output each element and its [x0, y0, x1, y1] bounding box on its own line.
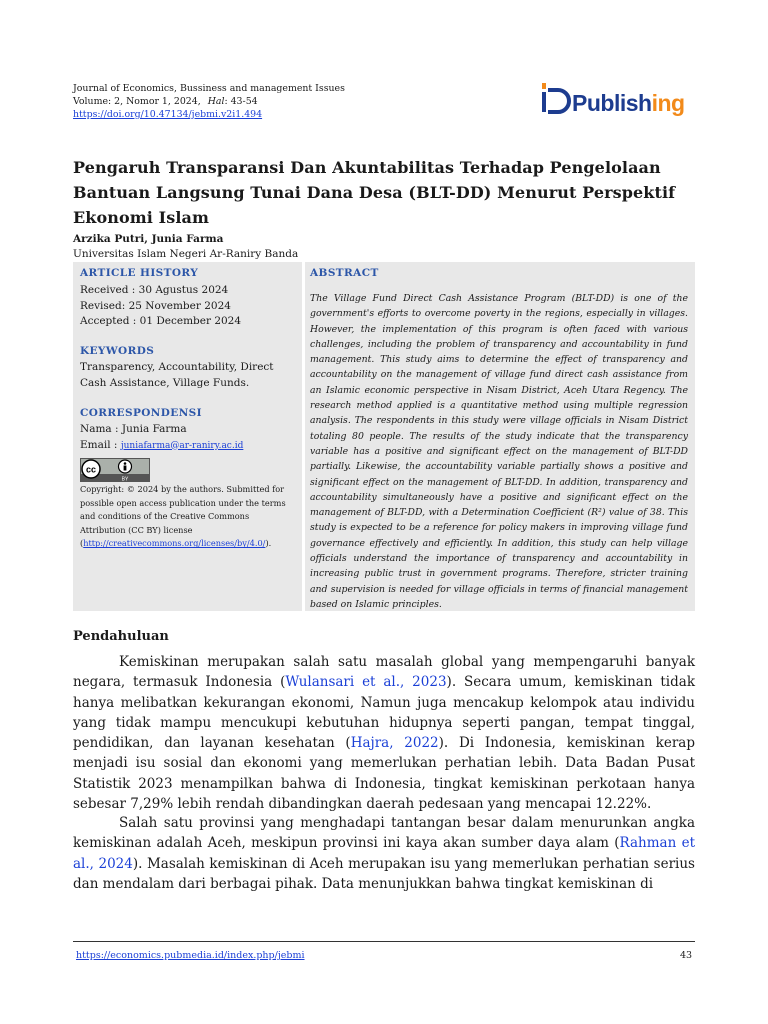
volume: Volume: 2, Nomor 1, 2024, [73, 96, 201, 107]
keywords: Transparency, Accountability, Direct Cash Assistance, Village Funds. [80, 361, 274, 389]
email-link[interactable]: juniafarma@ar-raniry.ac.id [120, 440, 244, 451]
cc-by-badge[interactable] [80, 458, 150, 482]
correspondent-name: Nama : Junia Farma [80, 423, 187, 435]
journal-header [73, 82, 345, 121]
svg-text:BY: BY [121, 476, 129, 482]
license-text [80, 483, 294, 551]
citation-wulansari[interactable]: Wulansari et al., 2023 [285, 674, 447, 691]
section-heading: Pendahuluan [73, 629, 169, 644]
license-close: ). [265, 538, 272, 549]
received-date: Received : 30 Agustus 2024 [80, 284, 229, 296]
license-open: ( [80, 538, 84, 549]
page-number: 43 [680, 950, 693, 961]
correspondence-heading: CORRESPONDENSI [80, 407, 202, 419]
footer-divider [73, 941, 695, 942]
svg-text:cc: cc [85, 464, 97, 475]
license-statement: Copyright: © 2024 by the authors. Submitted for possible open access publication under the terms and conditions of the Creative Commons Attribution (CC BY) license [80, 484, 286, 535]
article-title: Pengaruh Transparansi Dan Akuntabilitas Terhadap Pengelolaan Bantuan Langsung Tunai Dana Desa (BLT-DD) Menurut Perspektif Ekonomi Islam [73, 158, 676, 227]
accepted-date: Accepted : 01 December 2024 [80, 315, 242, 327]
license-link[interactable]: http://creativecommons.org/licenses/by/4.0/ [83, 538, 266, 549]
abstract-heading: ABSTRACT [310, 267, 379, 279]
abstract-text: The Village Fund Direct Cash Assistance Program (BLT-DD) is one of the government's efforts to overcome poverty in the regions, especially in villages. However, the implementation of this program is often faced with various challenges, including the problem of transparency and accountability in fund management. This study aims to determine the effect of transparency and accountability on the management of village fund direct cash assistance from an Islamic economic perspective in Nisam District, Aceh Utara Regency. The research method applied is a quantitative method using multiple regression analysis. The respondents in this study were village officials in Nisam District totaling 80 people. The results of the study indicate that the transparency variable has a positive and significant effect on the management of BLT-DD partially. Likewise, the accountability variable partially shows a positive and significant effect on the management of BLT-DD. In addition, transparency and accountability simultaneously have a positive and significant effect on the management of BLT-DD, with a Determination Coefficient (R²) value of 38. This study is expected to be a reference for policy makers in improving village fund governance effectively and efficiently. In addition, this study can help village officials understand the importance of transparency and accountability in increasing public trust in government programs. Therefore, stricter training and supervision is needed for village officials in terms of financial management based on Islamic principles. [310, 293, 688, 610]
pages-label: Hal [207, 96, 225, 107]
logo-mark-ring [548, 90, 569, 112]
logo-mark-top [542, 83, 546, 89]
email-line [80, 438, 243, 455]
volume-line [73, 95, 345, 108]
affiliation: Universitas Islam Negeri Ar-Raniry Banda [73, 248, 299, 260]
article-history [80, 283, 241, 330]
keywords-heading: KEYWORDS [80, 345, 155, 357]
revised-date: Revised: 25 November 2024 [80, 299, 231, 312]
authors: Arzika Putri, Junia Farma [73, 233, 224, 245]
article-history-heading: ARTICLE HISTORY [80, 267, 199, 279]
doi-link[interactable]: https://doi.org/10.47134/jebmi.v2i1.494 [73, 109, 263, 120]
journal-url-link[interactable]: https://economics.pubmedia.id/index.php/jebmi [76, 950, 305, 961]
email-label: Email : [80, 438, 121, 451]
intro-paragraph-1: Kemiskinan merupakan salah satu masalah global yang mempengaruhi banyak negara, termasuk Indonesia (Wulansari et al., 2023). Secara umum, kemiskinan tidak hanya melibatkan kekurangan ekonomi, Namun juga mencakup kelompok atau individu yang tidak mampu mencukupi kebutuhan hidupnya seperti pangan, tempat tinggal, pendidikan, dan layanan kesehatan (Hajra, 2022). Di Indonesia, kemiskinan kerap menjadi isu sosial dan ekonomi yang memerlukan perhatian lebih. Data Badan Pusat Statistik 2023 menampilkan bahwa di Indonesia, tingkat kemiskinan perkotaan hanya sebesar 7,29% lebih rendah dibandingkan daerah pedesaan yang mencapai 12.22%. [73, 654, 695, 813]
pages: : 43-54 [224, 96, 258, 107]
journal-name: Journal of Economics, Bussiness and management Issues [73, 83, 345, 94]
logo-mark-bar [542, 92, 546, 112]
intro-paragraph-2: Salah satu provinsi yang menghadapi tantangan besar dalam menurunkan angka kemiskinan adalah Aceh, meskipun provinsi ini kaya akan sumber daya alam (Rahman et al., 2024). Masalah kemiskinan di Aceh merupakan isu yang memerlukan perhatian serius dan mendalam dari berbagai pihak. Data menunjukkan bahwa tingkat kemiskinan di [73, 815, 696, 892]
citation-hajra[interactable]: Hajra, 2022 [350, 735, 439, 752]
correspondence [80, 422, 243, 454]
citation-rahman[interactable]: Rahman et al., 2024 [73, 835, 696, 872]
logo-text: Publishing [572, 90, 685, 116]
